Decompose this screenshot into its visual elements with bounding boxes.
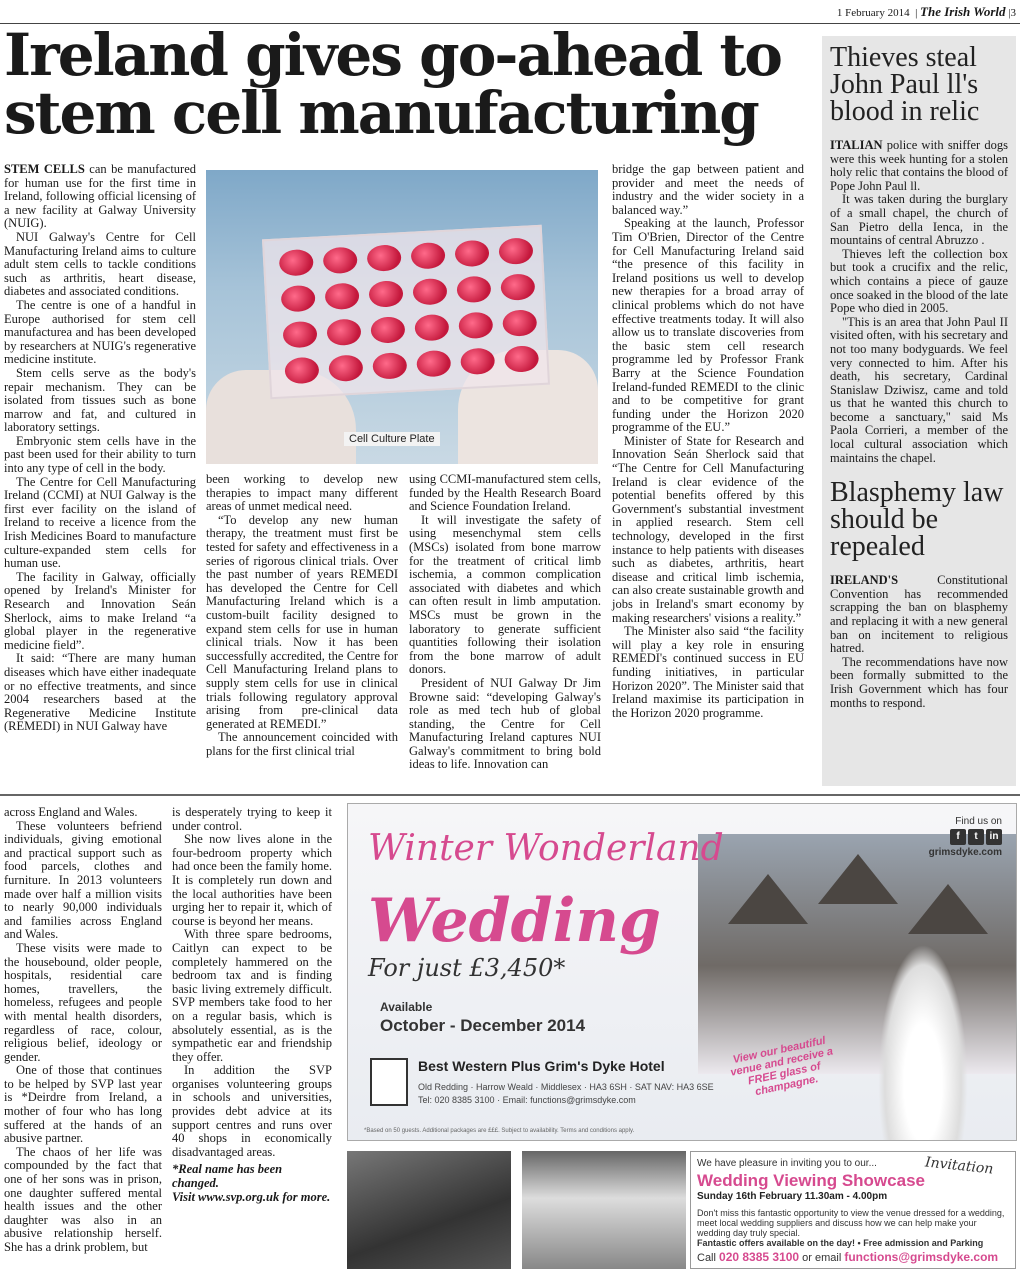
- paragraph-text: Speaking at the launch, Professor Tim O'Brien, Director of the Centre for Cell Manufacturing Ireland said “the presence of this facility in Ireland positions us well to develop new therapies for a broad array of clinical problems which do not have effective treatments today. It will also allow us to translate discoveries from the basic stem cell research programme led by Professor Frank Barry at the Science Foundation Ireland-funded REMEDI to the clinic and to be competitive for grant funding under the Horizon 2020 programme of the EU.”: [612, 216, 804, 435]
- paragraph-text: can be manufactured for human use for the first time in Ireland, following official licensing of a new facility at Galway University (NUIG).: [4, 162, 197, 231]
- culture-well: [412, 278, 447, 306]
- facebook-icon[interactable]: f: [950, 829, 966, 845]
- paragraph-text: The centre is one of a handful in Europe authorised for stem cell manufacturea and has been developed by researchers at NUIG's regenerative medicine institute.: [4, 297, 196, 367]
- paragraph-text: “To develop any new human therapy, the treatment must first be tested for safety and effectiveness in a series of rigorous clinical trials. Over the past number of years REMEDI has developed the Centre for Cell Manufacturing Ireland which is a custom-built facility designed to expand stem cells for use in human clinical trials. Now it has been successfully accredited, the Centre for Cell Manufacturing Ireland plans to supply stem cells for use in clinical trials following regulatory approval arising from pre-clinical data generated at REMEDI.”: [206, 512, 398, 731]
- culture-well: [280, 285, 315, 313]
- call-label: Call: [697, 1252, 716, 1264]
- paragraph: [409, 473, 601, 514]
- paragraph: [409, 514, 601, 677]
- ad-script-title: Winter Wonderland: [368, 828, 724, 869]
- culture-well: [502, 309, 537, 337]
- wedding-couple-photo: [878, 944, 968, 1141]
- champagne-promo: View our beautiful venue and receive a FREE glass of champagne.: [729, 1034, 835, 1099]
- culture-well: [454, 240, 489, 268]
- paragraph: [206, 731, 398, 758]
- culture-well: [460, 347, 495, 375]
- paragraph: [206, 473, 398, 514]
- paragraph: [172, 928, 332, 1064]
- paragraph-text: It was taken during the burglary of a small chapel, the church of San Pietro della Ienca, in the mountains of central Abruzzo .: [830, 192, 1008, 248]
- paragraph-text: is desperately trying to keep it under control.: [172, 805, 332, 833]
- paragraph-text: "This is an area that John Paul II visited often, with his secretary and not too many bodyguards. We feel very connected to him. After his death, his secretary, Cardinal Stanislaw Dziwisz, came and told us that he wanted this church to become a sanctuary," said Ms Paola Corrieri, a member of the local cultural association which maintains the chapel.: [830, 314, 1008, 465]
- paragraph: [4, 231, 196, 299]
- sidebar-story-relic: [830, 139, 1008, 465]
- svp-website-note[interactable]: Visit www.svp.org.uk for more.: [172, 1189, 331, 1204]
- lead-in: STEM CELLS: [4, 162, 85, 176]
- invite-date: Sunday 16th February 11.30am - 4.00pm: [697, 1191, 888, 1202]
- find-us-label: Find us on: [955, 816, 1002, 827]
- paragraph: [4, 820, 162, 942]
- paragraph: [4, 367, 196, 435]
- paragraph-text: Constitutional Convention has recommended scrapping the ban on blasphemy and replacing it with a new general ban on incitement to religious hatred.: [830, 573, 1008, 656]
- paper-name: The Irish World: [920, 4, 1006, 19]
- paragraph: [172, 833, 332, 928]
- sidebar-story-blasphemy: [830, 574, 1008, 710]
- masthead-info: 1 February 2014 | The Irish World |3: [836, 4, 1016, 19]
- paragraph: [206, 514, 398, 732]
- paragraph: [4, 299, 196, 367]
- paragraph-text: Minister of State for Research and Innovation Seán Sherlock said that “The Centre for Cell Manufacturing Ireland is clear evidence of the potential benefits offered by this Government's substantial investment in applied research. Stem cell technology, developed in the first instance to help patients with diseases such as diabetes, arthritis, heart disease and critical limb ischemia, can also create sustainable growth and jobs in Ireland's smart economy by making researchers' visions a reality.”: [612, 433, 804, 625]
- svp-column-2: [172, 806, 332, 1204]
- bride-groom-photo: [347, 1151, 511, 1269]
- main-headline: Ireland gives go-ahead to stem cell manufacturing: [4, 21, 781, 147]
- ad-available-label: Available: [380, 1000, 433, 1014]
- paragraph: [4, 1064, 162, 1146]
- paragraph-text: The Centre for Cell Manufacturing Ireland (CCMI) at NUI Galway is the first ever facility on the island of Ireland to receive a licence from the Irish Medicines Board to manufacture culture-expanded stem cells for human use.: [4, 474, 196, 571]
- paragraph: [4, 571, 196, 653]
- paragraph-text: across England and Wales.: [4, 805, 138, 819]
- culture-plate: [262, 225, 550, 399]
- paragraph-text: President of NUI Galway Dr Jim Browne said: “developing Galway's role as med tech hub of global standing, the Centre for Cell Manufacturing Ireland captures NUI Galway's commitment to bring bold ideas to life. Innovation can: [409, 675, 601, 772]
- paragraph-text: Embryonic stem cells have in the past been used for their ability to turn into any type of cell in the body.: [4, 433, 196, 476]
- ad-script-wedding: Wedding: [368, 886, 661, 956]
- social-links: [929, 816, 1002, 858]
- paragraph: [4, 806, 162, 820]
- culture-well: [372, 352, 407, 380]
- hotel-address: Old Redding · Harrow Weald · Middlesex · HA3 6SH · SAT NAV: HA3 6SE: [418, 1082, 714, 1092]
- paragraph-text: The announcement coincided with plans for the first clinical trial: [206, 730, 398, 758]
- paragraph: [4, 652, 196, 734]
- paragraph: [612, 163, 804, 217]
- paragraph: [830, 316, 1008, 466]
- invite-phone[interactable]: 020 8385 3100: [719, 1250, 800, 1264]
- paragraph-text: With three spare bedrooms, Caitlyn can expect to be completely hammered on the bedroom tax and is finding basic living extremely difficult. SVP members take food to her on a regular basis, which is absolutely essential, as is the sympathetic ear and friendship they offer.: [172, 927, 332, 1064]
- photo-caption: Cell Culture Plate: [344, 432, 440, 446]
- roof-gable: [728, 874, 808, 924]
- name-change-note: *Real name has been changed.: [172, 1162, 283, 1191]
- culture-well: [323, 247, 358, 275]
- paragraph-text: The recommendations have now been formally submitted to the Irish Government which has four months to respond.: [830, 654, 1008, 710]
- culture-well: [328, 354, 363, 382]
- paragraph: [830, 193, 1008, 247]
- article-column-3: [409, 473, 601, 772]
- culture-well: [279, 249, 314, 277]
- paragraph-text: One of those that continues to be helped by SVP last year is *Deirdre from Ireland, a mother of four who has long suffered at the hands of an abusive partner.: [4, 1063, 162, 1146]
- wedding-advert[interactable]: [347, 803, 1017, 1141]
- page-number: 3: [1010, 7, 1016, 19]
- lead-in: ITALIAN: [830, 138, 883, 152]
- article-column-1: [4, 163, 196, 734]
- ad-dates: October - December 2014: [380, 1016, 586, 1035]
- paragraph-text: Thieves left the collection box but took a crucifix and the relic, which contains a piece of gauze once soaked in the blood of the late Pope who died in 2005.: [830, 246, 1008, 316]
- hotel-block: [370, 1054, 714, 1114]
- culture-well: [284, 357, 319, 385]
- paragraph-text: using CCMI-manufactured stem cells, funded by the Health Research Board and Science Foundation Ireland.: [409, 472, 601, 514]
- culture-well: [456, 276, 491, 304]
- invite-email[interactable]: functions@grimsdyke.com: [844, 1250, 999, 1264]
- sidebar-headline-blasphemy: Blasphemy law should be repealed: [830, 477, 1004, 563]
- culture-well: [282, 321, 317, 349]
- paragraph: [4, 163, 196, 231]
- invite-title: Wedding Viewing Showcase: [697, 1171, 925, 1190]
- article-column-4: [612, 163, 804, 720]
- invite-intro: We have pleasure in inviting you to our...: [697, 1158, 877, 1169]
- section-divider: [0, 794, 1020, 796]
- paragraph-text: These volunteers befriend individuals, giving emotional and practical support such as food parcels, clothes and furniture. In 2013 volunteers made over half a million visits to nearly 90,000 individuals and families across England and Wales.: [4, 818, 162, 942]
- article-column-2: [206, 473, 398, 758]
- invite-tag: Invitation: [923, 1154, 994, 1178]
- culture-well: [326, 318, 361, 346]
- ad-price: For just £3,450*: [368, 954, 566, 982]
- invite-contact: [697, 1250, 1009, 1264]
- paragraph: [612, 625, 804, 720]
- lead-in: IRELAND'S: [830, 573, 899, 588]
- issue-date: 1 February 2014: [836, 7, 910, 19]
- cell-culture-photo: [206, 170, 598, 464]
- culture-well: [416, 350, 451, 378]
- paragraph: [830, 574, 1008, 656]
- paragraph: [4, 1146, 162, 1255]
- banquet-hall-photo: [522, 1151, 686, 1269]
- roof-gable: [818, 854, 898, 904]
- culture-well: [370, 316, 405, 344]
- paragraph-text: been working to develop new therapies to impact many different areas of unmet medical need.: [206, 472, 398, 514]
- paragraph-text: The Minister also said “the facility will play a key role in ensuring REMEDI's continued success in EU funding initiatives, in particular Horizon 2020”. The Minister said that Ireland maximise its participation in the Horizon 2020 programme.: [612, 624, 804, 720]
- hotel-crest-icon: [370, 1058, 408, 1106]
- paragraph-text: Stem cells serve as the body's repair mechanism. They can be isolated from tissues such as bone marrow and fat, and cultured in laboratory settings.: [4, 365, 196, 435]
- sidebar-news: [822, 36, 1016, 786]
- culture-well: [504, 345, 539, 373]
- paragraph-text: It will investigate the safety of using mesenchymal stem cells (MSCs) isolated from bone marrow for the treatment of critical limb ischemia, a common complication associated with diabetes and which can often result in limb amputation. MSCs must be grown in the laboratory to generate sufficient quantities following their isolation from the bone marrow of adult donors.: [409, 512, 601, 677]
- paragraph: [830, 139, 1008, 193]
- paragraph: [4, 476, 196, 571]
- paragraph-text: The chaos of her life was compounded by the fact that one of her sons was in prison, one daughter suffered mental health issues and the other daughter was also in an abusive relationship herself. She has a drink problem, but: [4, 1144, 162, 1254]
- paragraph: [172, 806, 332, 833]
- culture-well: [324, 282, 359, 310]
- paragraph-text: These visits were made to the housebound, older people, hospitals, residential care homes, travellers, the homeless, refugees and people with mental health disorders, regardless of race, colour, religious belief, ideology or gender.: [4, 940, 162, 1064]
- svp-column-1: [4, 806, 162, 1255]
- paragraph: [172, 1064, 332, 1159]
- culture-well: [410, 242, 445, 270]
- ad-small-print: *Based on 50 guests. Additional packages are £££. Subject to availability. Terms and conditions apply.: [364, 1128, 635, 1134]
- ad-website[interactable]: grimsdyke.com: [928, 847, 1002, 858]
- invite-body: Don't miss this fantastic opportunity to view the venue dressed for a wedding, meet local wedding suppliers and discuss how we can help make your wedding day truly special.: [697, 1208, 1005, 1238]
- invite-extras: Fantastic offers available on the day! • Free admission and Parking: [697, 1238, 984, 1248]
- paragraph: [612, 435, 804, 625]
- culture-well: [414, 314, 449, 342]
- or-email-label: or email: [802, 1252, 842, 1264]
- hotel-name: Best Western Plus Grim's Dyke Hotel: [418, 1058, 665, 1074]
- culture-well: [368, 280, 403, 308]
- paragraph: [830, 656, 1008, 710]
- hotel-photo: [698, 834, 1017, 1074]
- paragraph: [830, 248, 1008, 316]
- paragraph: [612, 217, 804, 435]
- paragraph: [4, 942, 162, 1064]
- roof-gable: [908, 884, 988, 934]
- paragraph: [4, 435, 196, 476]
- paragraph-text: She now lives alone in the four-bedroom property which had once been the family home. It is completely run down and the local authorities have been urging her to repair it, which of course is beyond her means.: [172, 832, 332, 928]
- showcase-invitation: [690, 1151, 1016, 1269]
- culture-well: [498, 237, 533, 265]
- hotel-contact: Tel: 020 8385 3100 · Email: functions@grimsdyke.com: [418, 1095, 636, 1105]
- paragraph-text: NUI Galway's Centre for Cell Manufacturing Ireland aims to culture adult stem cells to tackle conditions such as arthritis, heart disease, diabetes and associated conditions.: [4, 229, 196, 299]
- culture-well: [458, 311, 493, 339]
- linkedin-icon[interactable]: in: [986, 829, 1002, 845]
- sidebar-headline-relic: Thieves steal John Paul ll's blood in relic: [830, 42, 980, 127]
- paragraph: [409, 677, 601, 772]
- paragraph-text: police with sniffer dogs were this week hunting for a stolen holy relic that contains the blood of Pope John Paul ll.: [830, 138, 1008, 193]
- paragraph-text: The facility in Galway, officially opened by Ireland's Minister for Research and Innovation Seán Sherlock, aims to make Ireland “a global player in the regenerative medicine field”.: [4, 569, 196, 652]
- paragraph-text: In addition the SVP organises volunteering groups in schools and universities, provides debt advice at its support centres and runs over 40 shops in economically disadvantaged areas.: [172, 1063, 332, 1159]
- paragraph-text: bridge the gap between patient and provider and meet the needs of industry and the wider society in a balanced way.”: [612, 162, 804, 217]
- paragraph-text: It said: “There are many human diseases which have either inadequate or no effective treatments, and since 2004 researchers based at the Regenerative Medicine Institute (REMEDI) in NUI Galway have: [4, 651, 196, 734]
- twitter-icon[interactable]: t: [968, 829, 984, 845]
- culture-well: [366, 244, 401, 272]
- culture-well: [500, 273, 535, 301]
